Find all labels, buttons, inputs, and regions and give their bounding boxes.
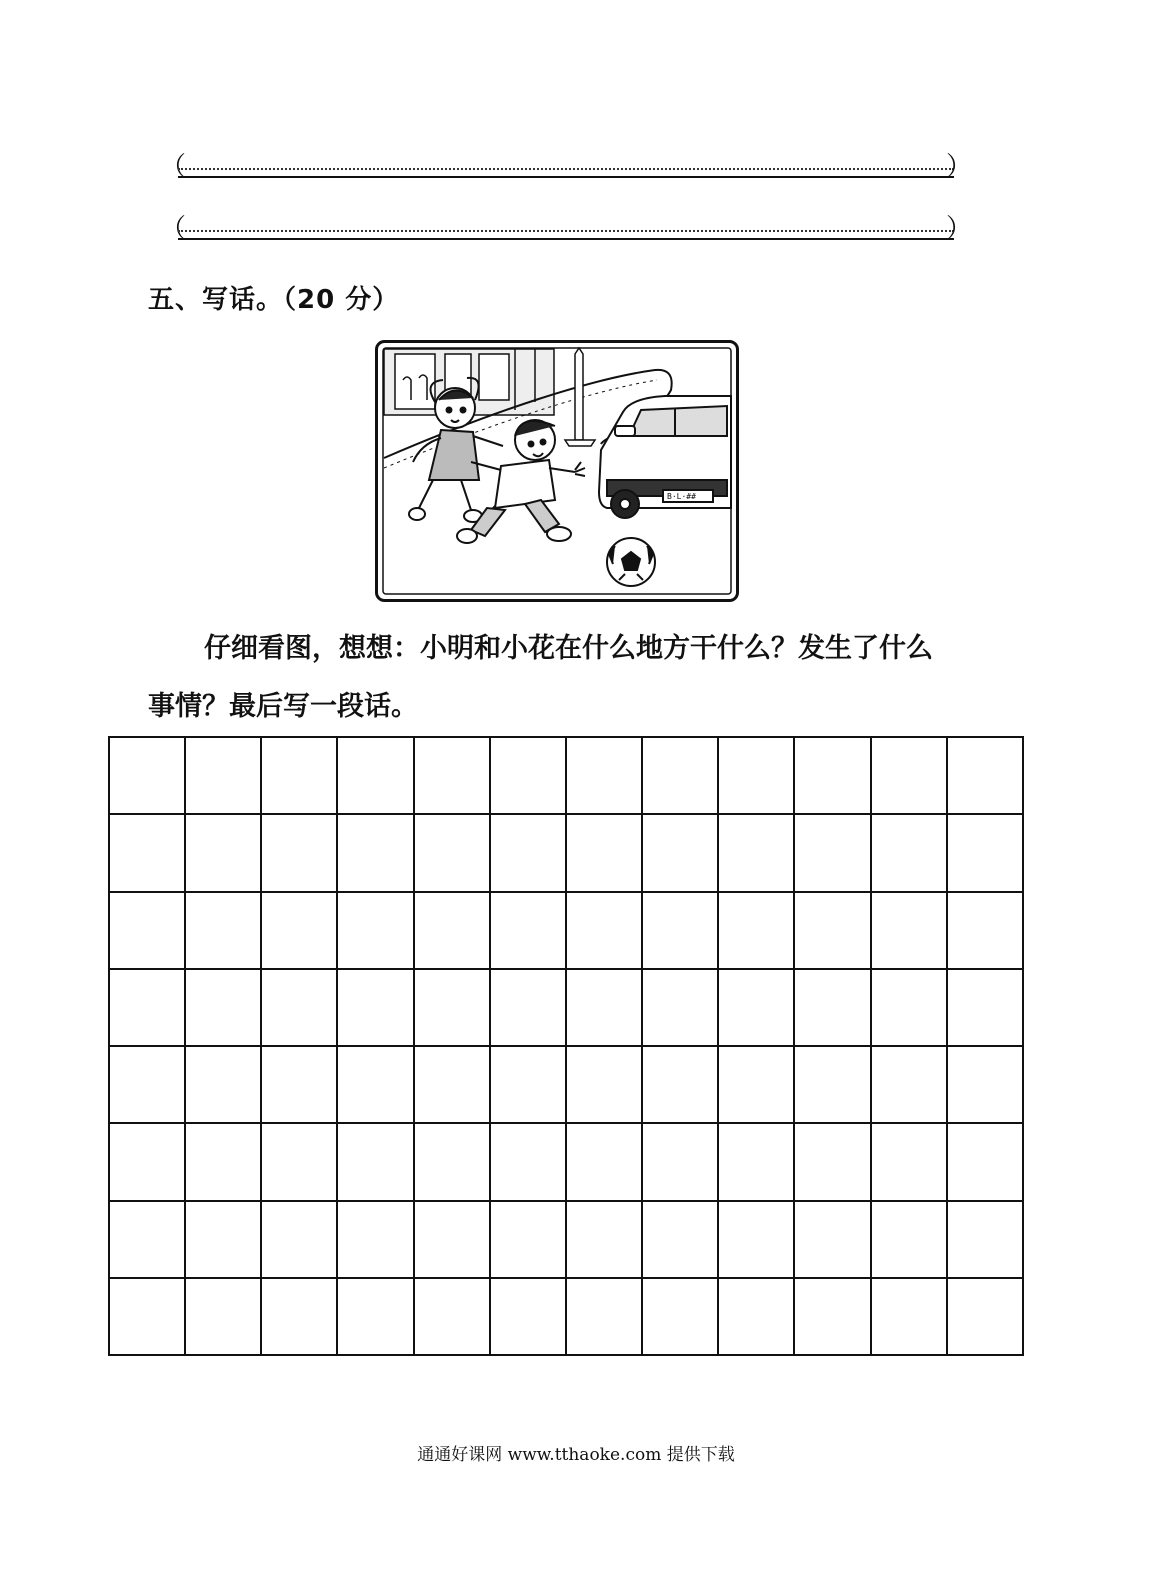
grid-cell[interactable] <box>186 1124 262 1201</box>
grid-cell[interactable] <box>110 815 186 892</box>
grid-cell[interactable] <box>567 893 643 970</box>
grid-cell[interactable] <box>643 1047 719 1124</box>
close-paren: ） <box>945 214 972 244</box>
grid-cell[interactable] <box>948 970 1024 1047</box>
grid-cell[interactable] <box>415 738 491 815</box>
grid-cell[interactable] <box>491 1124 567 1201</box>
grid-cell[interactable] <box>262 893 338 970</box>
grid-cell[interactable] <box>491 893 567 970</box>
grid-cell[interactable] <box>872 738 948 815</box>
grid-cell[interactable] <box>262 970 338 1047</box>
grid-cell[interactable] <box>262 1124 338 1201</box>
grid-cell[interactable] <box>719 1202 795 1279</box>
instructions-line-2: 事情？最后写一段话。 <box>148 691 418 722</box>
grid-cell[interactable] <box>110 970 186 1047</box>
grid-cell[interactable] <box>338 893 414 970</box>
grid-cell[interactable] <box>415 1124 491 1201</box>
grid-cell[interactable] <box>338 738 414 815</box>
grid-cell[interactable] <box>872 1202 948 1279</box>
license-plate: B·L·## <box>667 492 696 501</box>
grid-cell[interactable] <box>643 1202 719 1279</box>
grid-cell[interactable] <box>262 1047 338 1124</box>
grid-cell[interactable] <box>491 1202 567 1279</box>
grid-cell[interactable] <box>795 738 871 815</box>
grid-cell[interactable] <box>643 893 719 970</box>
grid-cell[interactable] <box>567 1279 643 1356</box>
section-title: 五、写话。（20 分） <box>148 285 400 315</box>
grid-cell[interactable] <box>872 970 948 1047</box>
grid-cell[interactable] <box>872 1124 948 1201</box>
grid-cell[interactable] <box>719 1279 795 1356</box>
grid-cell[interactable] <box>415 1279 491 1356</box>
grid-cell[interactable] <box>948 1047 1024 1124</box>
grid-cell[interactable] <box>643 738 719 815</box>
grid-cell[interactable] <box>415 815 491 892</box>
grid-cell[interactable] <box>872 815 948 892</box>
grid-cell[interactable] <box>110 1047 186 1124</box>
grid-cell[interactable] <box>795 815 871 892</box>
grid-cell[interactable] <box>643 1124 719 1201</box>
grid-cell[interactable] <box>110 1202 186 1279</box>
grid-cell[interactable] <box>338 1047 414 1124</box>
dotted-guide <box>178 230 954 232</box>
grid-cell[interactable] <box>719 1047 795 1124</box>
grid-cell[interactable] <box>186 1279 262 1356</box>
grid-cell[interactable] <box>948 815 1024 892</box>
grid-cell[interactable] <box>491 815 567 892</box>
grid-cell[interactable] <box>795 1124 871 1201</box>
grid-cell[interactable] <box>795 893 871 970</box>
grid-cell[interactable] <box>567 738 643 815</box>
grid-cell[interactable] <box>795 970 871 1047</box>
grid-cell[interactable] <box>186 1047 262 1124</box>
illustration-children-ball-car <box>375 340 739 602</box>
grid-cell[interactable] <box>186 738 262 815</box>
grid-cell[interactable] <box>643 1279 719 1356</box>
grid-cell[interactable] <box>415 1047 491 1124</box>
underline <box>178 176 954 178</box>
grid-cell[interactable] <box>415 1202 491 1279</box>
grid-cell[interactable] <box>567 1202 643 1279</box>
grid-cell[interactable] <box>948 1124 1024 1201</box>
answer-line-2[interactable] <box>160 214 972 248</box>
footer-download-note: 通通好课网 www.tthaoke.com 提供下载 <box>417 1445 735 1465</box>
grid-cell[interactable] <box>719 738 795 815</box>
grid-cell[interactable] <box>338 970 414 1047</box>
open-paren: （ <box>160 214 187 244</box>
grid-cell[interactable] <box>338 1202 414 1279</box>
writing-grid <box>108 736 1024 1356</box>
grid-cell[interactable] <box>110 893 186 970</box>
grid-cell[interactable] <box>643 970 719 1047</box>
grid-cell[interactable] <box>795 1047 871 1124</box>
grid-cell[interactable] <box>719 815 795 892</box>
grid-cell[interactable] <box>491 1279 567 1356</box>
grid-cell[interactable] <box>186 893 262 970</box>
grid-cell[interactable] <box>262 1279 338 1356</box>
grid-cell[interactable] <box>110 738 186 815</box>
grid-cell[interactable] <box>719 1124 795 1201</box>
grid-cell[interactable] <box>567 1124 643 1201</box>
grid-cell[interactable] <box>186 815 262 892</box>
answer-line-1[interactable] <box>160 152 972 186</box>
grid-cell[interactable] <box>948 1202 1024 1279</box>
grid-cell[interactable] <box>415 893 491 970</box>
grid-cell[interactable] <box>567 970 643 1047</box>
grid-cell[interactable] <box>795 1279 871 1356</box>
grid-cell[interactable] <box>110 1124 186 1201</box>
grid-cell[interactable] <box>491 1047 567 1124</box>
grid-cell[interactable] <box>948 1279 1024 1356</box>
grid-cell[interactable] <box>719 970 795 1047</box>
grid-cell[interactable] <box>643 815 719 892</box>
writing-instructions <box>148 620 1008 736</box>
grid-cell[interactable] <box>948 738 1024 815</box>
close-paren: ） <box>945 152 972 182</box>
grid-cell[interactable] <box>872 893 948 970</box>
grid-cell[interactable] <box>186 1202 262 1279</box>
grid-cell[interactable] <box>795 1202 871 1279</box>
grid-cell[interactable] <box>186 970 262 1047</box>
grid-cell[interactable] <box>338 1279 414 1356</box>
grid-cell[interactable] <box>491 970 567 1047</box>
grid-cell[interactable] <box>567 1047 643 1124</box>
instructions-line-1: 仔细看图，想想：小明和小花在什么地方干什么？发生了什么 <box>204 633 933 664</box>
underline <box>178 238 954 240</box>
dotted-guide <box>178 168 954 170</box>
grid-cell[interactable] <box>415 970 491 1047</box>
grid-cell[interactable] <box>110 1279 186 1356</box>
grid-cell[interactable] <box>719 893 795 970</box>
grid-cell[interactable] <box>338 815 414 892</box>
grid-cell[interactable] <box>872 1047 948 1124</box>
grid-cell[interactable] <box>338 1124 414 1201</box>
open-paren: （ <box>160 152 187 182</box>
grid-cell[interactable] <box>872 1279 948 1356</box>
grid-cell[interactable] <box>262 738 338 815</box>
grid-cell[interactable] <box>491 738 567 815</box>
grid-cell[interactable] <box>262 1202 338 1279</box>
grid-cell[interactable] <box>567 815 643 892</box>
grid-cell[interactable] <box>948 893 1024 970</box>
grid-cell[interactable] <box>262 815 338 892</box>
